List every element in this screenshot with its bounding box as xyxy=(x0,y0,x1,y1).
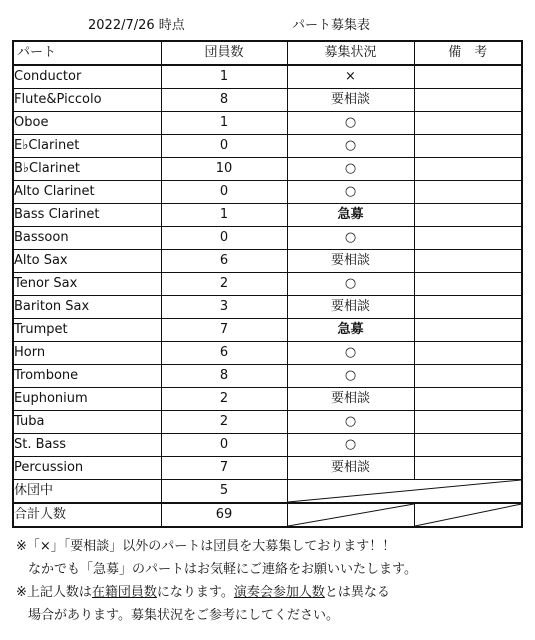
member-count: 2 xyxy=(161,273,287,296)
table-row xyxy=(13,135,522,158)
part-name: E♭Clarinet xyxy=(13,135,161,158)
note-text: になります。 xyxy=(156,585,234,600)
underlined-term: 在籍団員数 xyxy=(91,585,157,600)
recruit-status: ○ xyxy=(287,365,414,388)
total-blank-remarks xyxy=(414,503,522,527)
table-row xyxy=(13,273,522,296)
diagonal-strike xyxy=(288,480,522,502)
underlined-term: 演奏会参加人数 xyxy=(233,585,325,600)
remarks-cell xyxy=(414,365,522,388)
recruit-status: 要相談 xyxy=(287,457,414,480)
part-name: Percussion xyxy=(13,457,161,480)
recruit-status: 要相談 xyxy=(287,89,414,112)
as-of-date: 2022/7/26 時点 xyxy=(88,18,185,33)
inactive-label: 休団中 xyxy=(13,480,161,504)
remarks-cell xyxy=(414,112,522,135)
part-name: Bass Clarinet xyxy=(13,204,161,227)
part-name: Euphonium xyxy=(13,388,161,411)
table-row xyxy=(13,250,522,273)
remarks-cell xyxy=(414,296,522,319)
member-count: 8 xyxy=(161,365,287,388)
recruit-status: × xyxy=(287,65,414,89)
member-count: 7 xyxy=(161,319,287,342)
recruit-status: ○ xyxy=(287,273,414,296)
recruit-status: ○ xyxy=(287,434,414,457)
recruit-status: ○ xyxy=(287,227,414,250)
total-row xyxy=(13,503,522,527)
remarks-cell xyxy=(414,158,522,181)
recruit-status: ○ xyxy=(287,158,414,181)
total-label: 合計人数 xyxy=(13,503,161,527)
remarks-cell xyxy=(414,227,522,250)
remarks-cell xyxy=(414,273,522,296)
recruit-status: ○ xyxy=(287,112,414,135)
part-name: Horn xyxy=(13,342,161,365)
column-header-remarks: 備 考 xyxy=(414,41,522,65)
footnotes xyxy=(16,535,526,627)
member-count: 1 xyxy=(161,112,287,135)
table-row xyxy=(13,365,522,388)
recruit-status: ○ xyxy=(287,342,414,365)
inactive-row xyxy=(13,480,522,504)
member-count: 7 xyxy=(161,457,287,480)
note-line-3 xyxy=(16,581,526,604)
remarks-cell xyxy=(414,319,522,342)
table-header-row xyxy=(13,41,522,65)
part-name: Bariton Sax xyxy=(13,296,161,319)
member-count: 2 xyxy=(161,411,287,434)
table-row xyxy=(13,319,522,342)
part-name: Tuba xyxy=(13,411,161,434)
table-row xyxy=(13,342,522,365)
recruit-status: 急募 xyxy=(287,319,414,342)
table-row xyxy=(13,411,522,434)
remarks-cell xyxy=(414,65,522,89)
note-line-4: 場合があります。募集状況をご参考にしてください。 xyxy=(28,608,339,623)
member-count: 0 xyxy=(161,181,287,204)
member-count: 10 xyxy=(161,158,287,181)
inactive-blank-cell xyxy=(287,480,522,504)
member-count: 6 xyxy=(161,250,287,273)
note-text: ※上記人数は xyxy=(16,585,92,600)
recruit-status: 要相談 xyxy=(287,296,414,319)
table-row xyxy=(13,158,522,181)
member-count: 0 xyxy=(161,434,287,457)
remarks-cell xyxy=(414,388,522,411)
recruit-status: ○ xyxy=(287,181,414,204)
remarks-cell xyxy=(414,342,522,365)
diagonal-strike xyxy=(288,504,414,526)
member-count: 6 xyxy=(161,342,287,365)
member-count: 2 xyxy=(161,388,287,411)
table-row xyxy=(13,181,522,204)
column-header-status: 募集状況 xyxy=(287,41,414,65)
part-name: Oboe xyxy=(13,112,161,135)
part-name: Tenor Sax xyxy=(13,273,161,296)
page-title: パート募集表 xyxy=(292,18,371,33)
note-line-2: なかでも「急募」のパートはお気軽にご連絡をお願いいたします。 xyxy=(28,562,417,577)
recruit-status: 急募 xyxy=(287,204,414,227)
note-text: とは異なる xyxy=(324,585,390,600)
remarks-cell xyxy=(414,411,522,434)
part-name: St. Bass xyxy=(13,434,161,457)
part-name: Bassoon xyxy=(13,227,161,250)
remarks-cell xyxy=(414,457,522,480)
table-row xyxy=(13,388,522,411)
remarks-cell xyxy=(414,181,522,204)
table-row xyxy=(13,227,522,250)
member-count: 1 xyxy=(161,65,287,89)
remarks-cell xyxy=(414,89,522,112)
part-name: B♭Clarinet xyxy=(13,158,161,181)
member-count: 0 xyxy=(161,227,287,250)
part-name: Alto Clarinet xyxy=(13,181,161,204)
recruit-status: ○ xyxy=(287,411,414,434)
recruit-status: ○ xyxy=(287,135,414,158)
member-count: 1 xyxy=(161,204,287,227)
part-name: Flute&Piccolo xyxy=(13,89,161,112)
part-recruitment-table xyxy=(12,40,523,528)
table-row xyxy=(13,457,522,480)
part-name: Alto Sax xyxy=(13,250,161,273)
page-header xyxy=(0,14,535,34)
remarks-cell xyxy=(414,204,522,227)
member-count: 8 xyxy=(161,89,287,112)
inactive-count: 5 xyxy=(161,480,287,504)
table-row xyxy=(13,89,522,112)
table-row xyxy=(13,112,522,135)
table-row xyxy=(13,296,522,319)
part-name: Trombone xyxy=(13,365,161,388)
remarks-cell xyxy=(414,250,522,273)
diagonal-strike xyxy=(415,504,522,526)
remarks-cell xyxy=(414,434,522,457)
total-count: 69 xyxy=(161,503,287,527)
column-header-members: 団員数 xyxy=(161,41,287,65)
part-name: Conductor xyxy=(13,65,161,89)
column-header-part: パート xyxy=(13,41,161,65)
recruit-status: 要相談 xyxy=(287,250,414,273)
recruit-status: 要相談 xyxy=(287,388,414,411)
member-count: 0 xyxy=(161,135,287,158)
table-body xyxy=(13,65,522,480)
note-line-1: ※「×」「要相談」以外のパートは団員を大募集しております！！ xyxy=(16,539,396,554)
table-row xyxy=(13,434,522,457)
total-blank-status xyxy=(287,503,414,527)
remarks-cell xyxy=(414,135,522,158)
part-name: Trumpet xyxy=(13,319,161,342)
member-count: 3 xyxy=(161,296,287,319)
table-row xyxy=(13,204,522,227)
table-row xyxy=(13,65,522,89)
